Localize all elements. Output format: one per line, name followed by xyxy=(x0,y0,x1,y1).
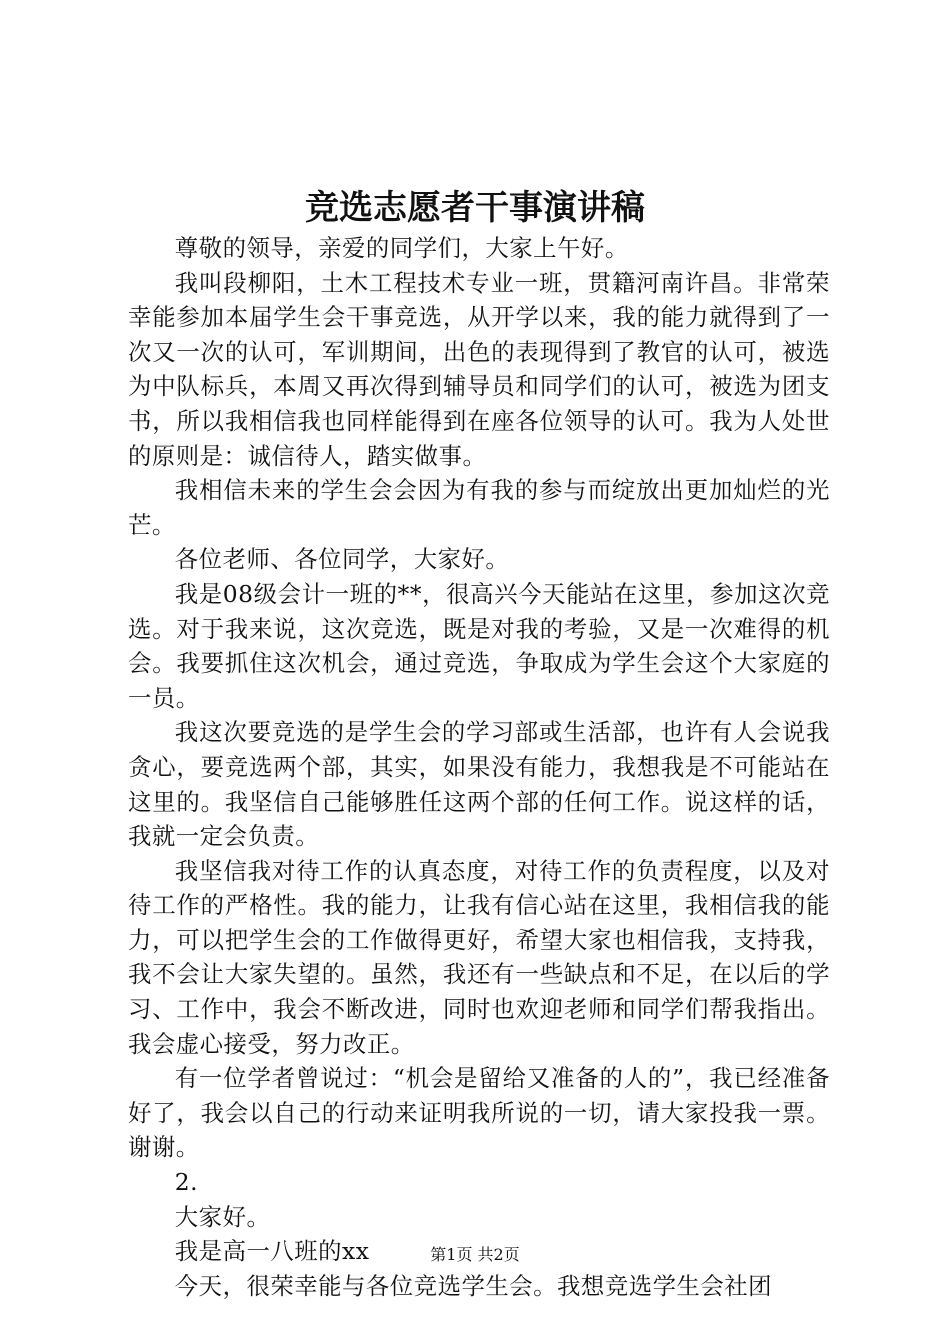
paragraph-closing: 有一位学者曾说过：“机会是留给又准备的人的”，我已经准备好了，我会以自己的行动来证明我所说的一切，请大家投我一票。谢谢。 xyxy=(128,1064,830,1162)
paragraph-self-intro: 我叫段柳阳，土木工程技术专业一班，贯籍河南许昌。非常荣幸能参加本届学生会干事竞选，从开学以来，我的能力就得到了一次又一次的认可，军训期间，出色的表现得到了教官的认可，被选为中队标兵，本周又再次得到辅导员和同学们的认可，被选为团支书，所以我相信我也同样能得到在座各位领导的认可。我为人处世的原则是：诚信待人，踏实做事。 xyxy=(128,268,830,470)
paragraph-future: 我相信未来的学生会会因为有我的参与而绽放出更加灿烂的光芒。 xyxy=(128,476,830,539)
paragraph-greeting-2: 各位老师、各位同学，大家好。 xyxy=(174,545,510,574)
document-body xyxy=(128,231,830,1303)
paragraph-campaign: 今天，很荣幸能与各位竞选学生会。我想竞选学生会社团 xyxy=(174,1271,773,1300)
paragraph-greeting: 尊敬的领导，亲爱的同学们，大家上午好。 xyxy=(174,234,629,262)
paragraph-intro-3: 我是高一八班的xx xyxy=(174,1237,370,1266)
paragraph-confidence: 我坚信我对待工作的认真态度，对待工作的负责程度，以及对待工作的严格性。我的能力，让我有信心站在这里，我相信我的能力，可以把学生会的工作做得更好，希望大家也相信我，支持我，我不会让大家失望的。虽然，我还有一些缺点和不足，在以后的学习、工作中，我会不断改进，同时也欢迎老师和同学们帮我指出。我会虚心接受，努力改正。 xyxy=(128,856,830,1058)
page-footer: 第1页 共2页 xyxy=(430,1245,520,1264)
paragraph-greeting-3: 大家好。 xyxy=(174,1202,271,1231)
paragraph-departments: 我这次要竞选的是学生会的学习部或生活部，也许有人会说我贪心，要竞选两个部，其实，如果没有能力，我想我是不可能站在这里的。我坚信自己能够胜任这两个部的任何工作。说这样的话，我就一定会负责。 xyxy=(128,718,830,851)
paragraph-intro-2: 我是08级会计一班的**，很高兴今天能站在这里，参加这次竞选。对于我来说，这次竞选，既是对我的考验，又是一次难得的机会。我要抓住这次机会，通过竞选，争取成为学生会这个大家庭的一员。 xyxy=(128,579,830,712)
section-number: 2. xyxy=(174,1168,199,1197)
document-title: 竞选志愿者干事演讲稿 xyxy=(305,188,645,228)
